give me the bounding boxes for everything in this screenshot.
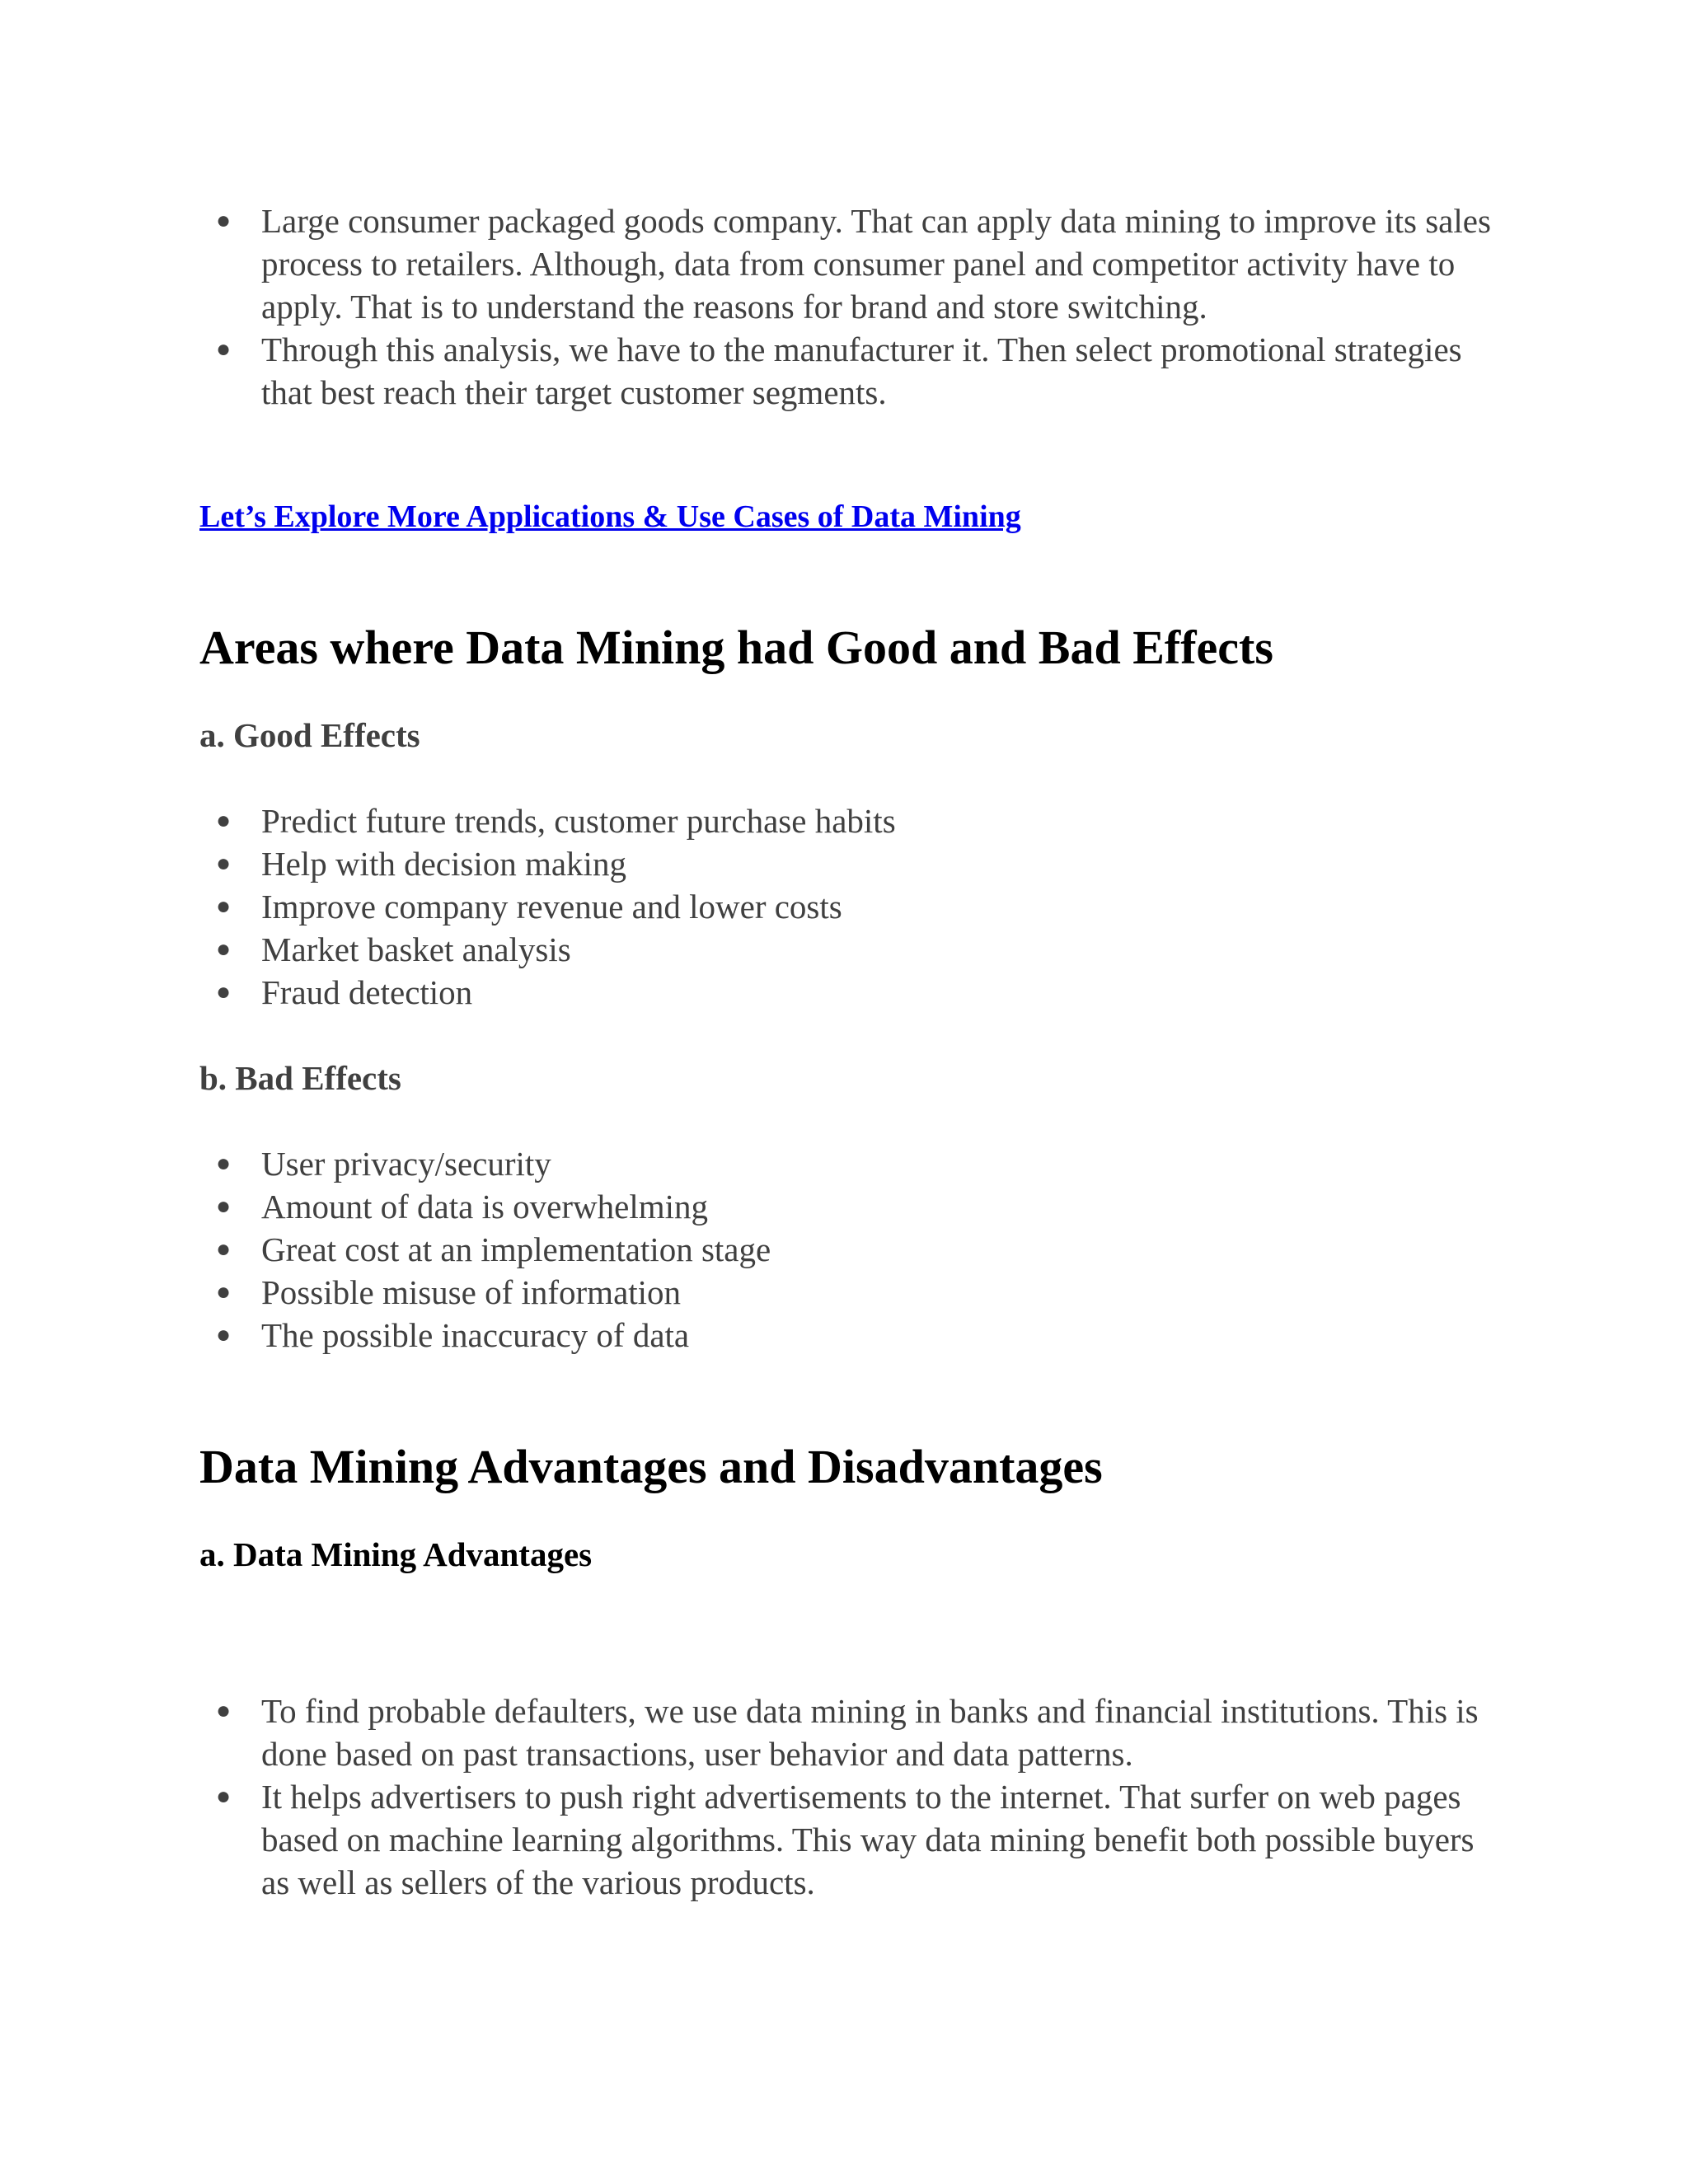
list-item-text: Predict future trends, customer purchase habits	[261, 802, 896, 840]
bullet-icon: ●	[216, 807, 232, 834]
list-item	[199, 1314, 1502, 1357]
list-item-text: Market basket analysis	[261, 930, 571, 968]
list-item	[199, 1690, 1502, 1775]
bullet-icon: ●	[216, 1783, 232, 1810]
list-item-text: To find probable defaulters, we use data mining in banks and financial institutions. This is done based on past transactions, user behavior and data patterns.	[261, 1692, 1479, 1773]
effects-section-title: Areas where Data Mining had Good and Bad Effects	[199, 621, 1273, 674]
advantages-section-title: Data Mining Advantages and Disadvantages	[199, 1440, 1103, 1493]
list-item-text: Large consumer packaged goods company. That can apply data mining to improve its sales process to retailers. Although, data from consumer panel and competitor activity have to apply. That is to understand the reasons for brand and store switching.	[261, 202, 1491, 326]
good-effects-heading: a. Good Effects	[199, 716, 420, 754]
bad-effects-heading: b. Bad Effects	[199, 1059, 401, 1097]
list-item-text: Through this analysis, we have to the manufacturer it. Then select promotional strategies that best reach their target customer segments.	[261, 330, 1462, 411]
list-item	[199, 928, 1502, 971]
list-item-text: Amount of data is overwhelming	[261, 1188, 709, 1226]
list-item	[199, 885, 1502, 928]
list-item	[199, 328, 1502, 414]
list-item	[199, 842, 1502, 885]
list-item-text: Improve company revenue and lower costs	[261, 888, 842, 926]
bullet-icon: ●	[216, 935, 232, 963]
advantages-list	[199, 1690, 1502, 1904]
bullet-icon: ●	[216, 1278, 232, 1305]
list-item-text: It helps advertisers to push right advertisements to the internet. That surfer on web pages based on machine learning algorithms. This way data mining benefit both possible buyers as well as sellers of the various products.	[261, 1778, 1475, 1901]
explore-more-link[interactable]: Let’s Explore More Applications & Use Cases of Data Mining	[199, 499, 1021, 534]
list-item-text: The possible inaccuracy of data	[261, 1316, 690, 1354]
bullet-icon: ●	[216, 1150, 232, 1177]
good-effects-list	[199, 799, 1502, 1014]
list-item-text: User privacy/security	[261, 1145, 551, 1183]
bullet-icon: ●	[216, 1321, 232, 1348]
list-item-text: Help with decision making	[261, 845, 626, 883]
bad-effects-list	[199, 1142, 1502, 1357]
list-item-text: Great cost at an implementation stage	[261, 1230, 771, 1268]
bullet-icon: ●	[216, 335, 232, 363]
bullet-icon: ●	[216, 850, 232, 877]
bullet-icon: ●	[216, 1193, 232, 1220]
intro-bullet-list	[199, 199, 1502, 414]
list-item	[199, 1142, 1502, 1185]
bullet-icon: ●	[216, 1235, 232, 1263]
list-item	[199, 1775, 1502, 1904]
bullet-icon: ●	[216, 893, 232, 920]
bullet-icon: ●	[216, 207, 232, 234]
bullet-icon: ●	[216, 978, 232, 1005]
list-item	[199, 199, 1502, 328]
list-item	[199, 799, 1502, 842]
list-item-text: Fraud detection	[261, 973, 473, 1011]
bullet-icon: ●	[216, 1697, 232, 1724]
list-item	[199, 1185, 1502, 1228]
list-item	[199, 1271, 1502, 1314]
list-item	[199, 1228, 1502, 1271]
list-item	[199, 971, 1502, 1014]
advantages-heading: a. Data Mining Advantages	[199, 1535, 593, 1573]
list-item-text: Possible misuse of information	[261, 1273, 682, 1311]
